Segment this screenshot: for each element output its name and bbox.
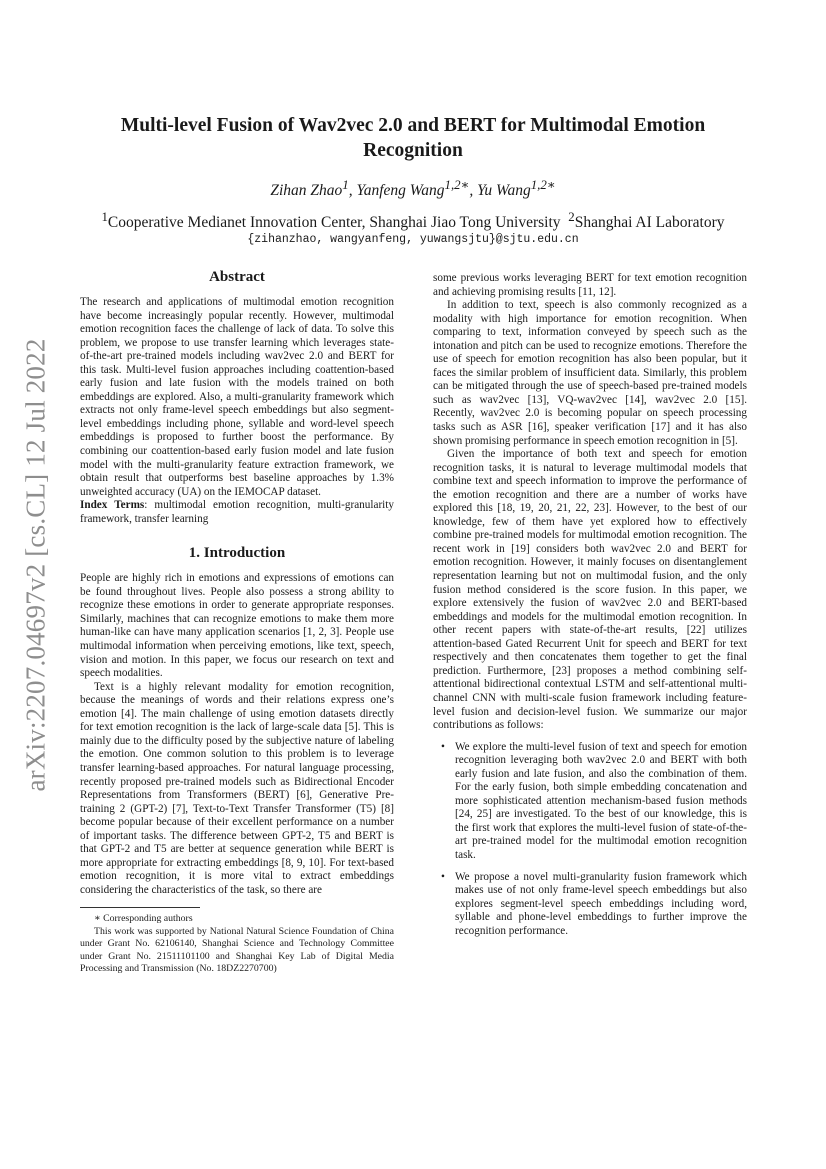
arxiv-identifier-stamp	[16, 338, 56, 792]
author-name: Zihan Zhao	[270, 182, 343, 200]
contribution-item	[441, 870, 747, 939]
paper-title: Multi-level Fusion of Wav2vec 2.0 and BERT for Multimodal Emotion Recognition	[120, 115, 706, 161]
contribution-item	[441, 740, 747, 863]
author-affil-mark: 1,2∗	[530, 177, 556, 192]
abstract-text: The research and applications of multimodal emotion recognition have become increasingly popular recently. However, multimodal emotion recognition faces the challenge of lack of data. To solve this problem, we propose to use transfer learning which leverages state-of-the-art pre-trained models including wav2vec 2.0 and BERT for this task. Multi-level fusion approaches including coattention-based early fusion and late fusion with the models trained on both embeddings are explored. Also, a multi-granularity framework which extracts not only frame-level speech embeddings but also segment-level embeddings including phone, syllable and word-level speech embeddings is proposed to further boost the performance. By combining our coattention-based early fusion model and late fusion model with the multi-granularity feature extraction framework, we obtain result that outperforms best baseline approaches by 1.3% unweighted accuracy (UA) on the IEMOCAP dataset.	[80, 296, 394, 498]
affiliation-line	[70, 209, 756, 232]
affiliation-mark: 2	[568, 209, 575, 224]
footnote-corresponding: ∗ Corresponding authors	[94, 913, 193, 925]
abstract-heading: Abstract	[209, 269, 265, 285]
contribution-text: We explore the multi-level fusion of text and speech for emotion recognition leveraging both wav2vec 2.0 and BERT with both early fusion and late fusion, and also the combination of them. For the early fusion, both simple embedding concatenation and more sophisticated attention mechanism-based fusion methods [24, 25] are investigated. To the best of our knowledge, this is the first work that explores the multi-level fusion of state-of-the-art pre-trained model for the multimodal emotion recognition task.	[455, 740, 747, 861]
author-emails: {zihanzhao, wangyanfeng, yuwangsjtu}@sjtu.edu.cn	[247, 233, 579, 246]
contributions-list	[433, 741, 747, 939]
author-name: Yanfeng Wang	[356, 182, 445, 200]
body-paragraph: some previous works leveraging BERT for text emotion recognition and achieving promising results [11, 12].	[433, 272, 747, 298]
author-list: Zihan Zhao$^1$, Yanfeng Wang$^{1,2∗}$, Yu Wang$^{1,2∗}$	[270, 177, 556, 200]
affiliation-name: Cooperative Medianet Innovation Center, Shanghai Jiao Tong University	[107, 214, 561, 232]
footnote-divider	[80, 907, 200, 908]
arxiv-identifier-text: arXiv:2207.04697v2 [cs.CL] 12 Jul 2022	[20, 338, 51, 792]
body-paragraph: Given the importance of both text and speech for emotion recognition tasks, it is natural to leverage multimodal models that combine text and speech information to improve the performance of the emotion recognition and there are a number of works have explored this [18, 19, 20, 21, 22, 23]. However, to the best of our knowledge, few of them have yet explored how to effectively combine pre-trained models for multimodal emotion recognition. The recent work in [19] considers both wav2vec 2.0 and BERT for emotion recognition. However, it mainly focuses on disentanglement representation learning but not on multimodal fusion, and the only fusion method considered is the score fusion. In this paper, we explore extensively the fusion of wav2vec 2.0 and BERT-based embeddings and models for the multimodal emotion recognition. In other recent papers with state-of-the-art results, [22] utilizes attention-based Gated Recurrent Unit for speech and BERT for text respectively and then concatenates them together to get the final prediction. Furthermore, [23] proposes a method combining self-attentional bidirectional contextual LSTM and self-attentional multi-channel CNN with multi-scale fusion framework including feature-level fusion and decision-level fusion. We summarize our major contributions as follows:	[433, 448, 747, 732]
index-terms-list: : multimodal emotion recognition, multi-granularity framework, transfer learning	[80, 499, 394, 525]
right-column	[433, 272, 747, 946]
author-name: Yu Wang	[477, 182, 531, 200]
intro-paragraph: People are highly rich in emotions and expressions of emotions can be found throughout lives. People also possess a strong ability to recognize these emotions in order to generate appropriate responses. Similarly, machines that can recognize emotions to make them more human-like can have many application scenarios [1, 2, 3]. People use multimodal information when perceiving emotions, like text, speech, vision and motion. In this paper, we focus our research on text and speech modalities.	[80, 572, 394, 680]
bullet-marker: •	[441, 740, 445, 753]
contribution-text: We propose a novel multi-granularity fusion framework which makes use of not only frame-level speech embeddings but also explores segment-level speech embeddings including word, syllable and phone-level embeddings to further improve the recognition performance.	[455, 870, 747, 937]
bullet-marker: •	[441, 870, 445, 883]
index-terms-label: Index Terms	[80, 499, 145, 512]
left-column	[80, 268, 394, 976]
affiliation-name: Shanghai AI Laboratory	[574, 214, 725, 232]
footnote-funding: This work was supported by National Natural Science Foundation of China under Grant No. 62106140, Shanghai Science and Technology Committee under Grant No. 21511101100 and Shanghai Key Lab of Digital Media Processing and Transmission (No. 18DZ2270700)	[80, 925, 394, 975]
introduction-heading: 1. Introduction	[188, 545, 286, 562]
index-terms	[80, 499, 394, 526]
affiliation-mark: 1	[101, 209, 108, 224]
intro-paragraph: Text is a highly relevant modality for emotion recognition, because the meanings of words and their relations express one’s emotion [4]. The main challenge of using emotion datasets directly for text emotion recognition is the lack of large-scale data [5]. This is mainly due to the difficulty posed by the subjective nature of labeling the emotion. One common solution to this problem is to leverage transfer learning-based approaches. For natural language processing, recently proposed pre-trained models such as Bidirectional Encoder Representations from Transformers (BERT) [6], Generative Pre-training 2 (GPT-2) [7], Text-to-Text Transfer Transformer (T5) [8] become popular because of their excellent performance on a number of important tasks. The difference between GPT-2, T5 and BERT is that GPT-2 and T5 are better at sequence generation while BERT is more appropriate for extracting embeddings [8, 9, 10]. For text-based emotion recognition, it is more vital to extract embeddings considering the characteristics of the task, so there are	[80, 680, 394, 896]
body-paragraph: In addition to text, speech is also commonly recognized as a modality with high importance for emotion recognition. When comparing to text, information conveyed by speech such as the intonation and pitch can be used to recognize emotions. Therefore the use of speech for emotion recognition has also been popular, but it faces the similar problem of insufficient data. Similarly, this problem can be mitigated through the use of speech-based pre-trained models such as wav2vec [13], VQ-wav2vec [14], wav2vec 2.0 [15]. Recently, wav2vec 2.0 is becoming popular on speech processing tasks such as ASR [16], speaker verification [17] and it has also shown promising performance in speech emotion recognition in [5].	[433, 299, 747, 447]
author-affil-mark: 1	[342, 177, 349, 192]
author-affil-mark: 1,2∗	[444, 177, 470, 192]
